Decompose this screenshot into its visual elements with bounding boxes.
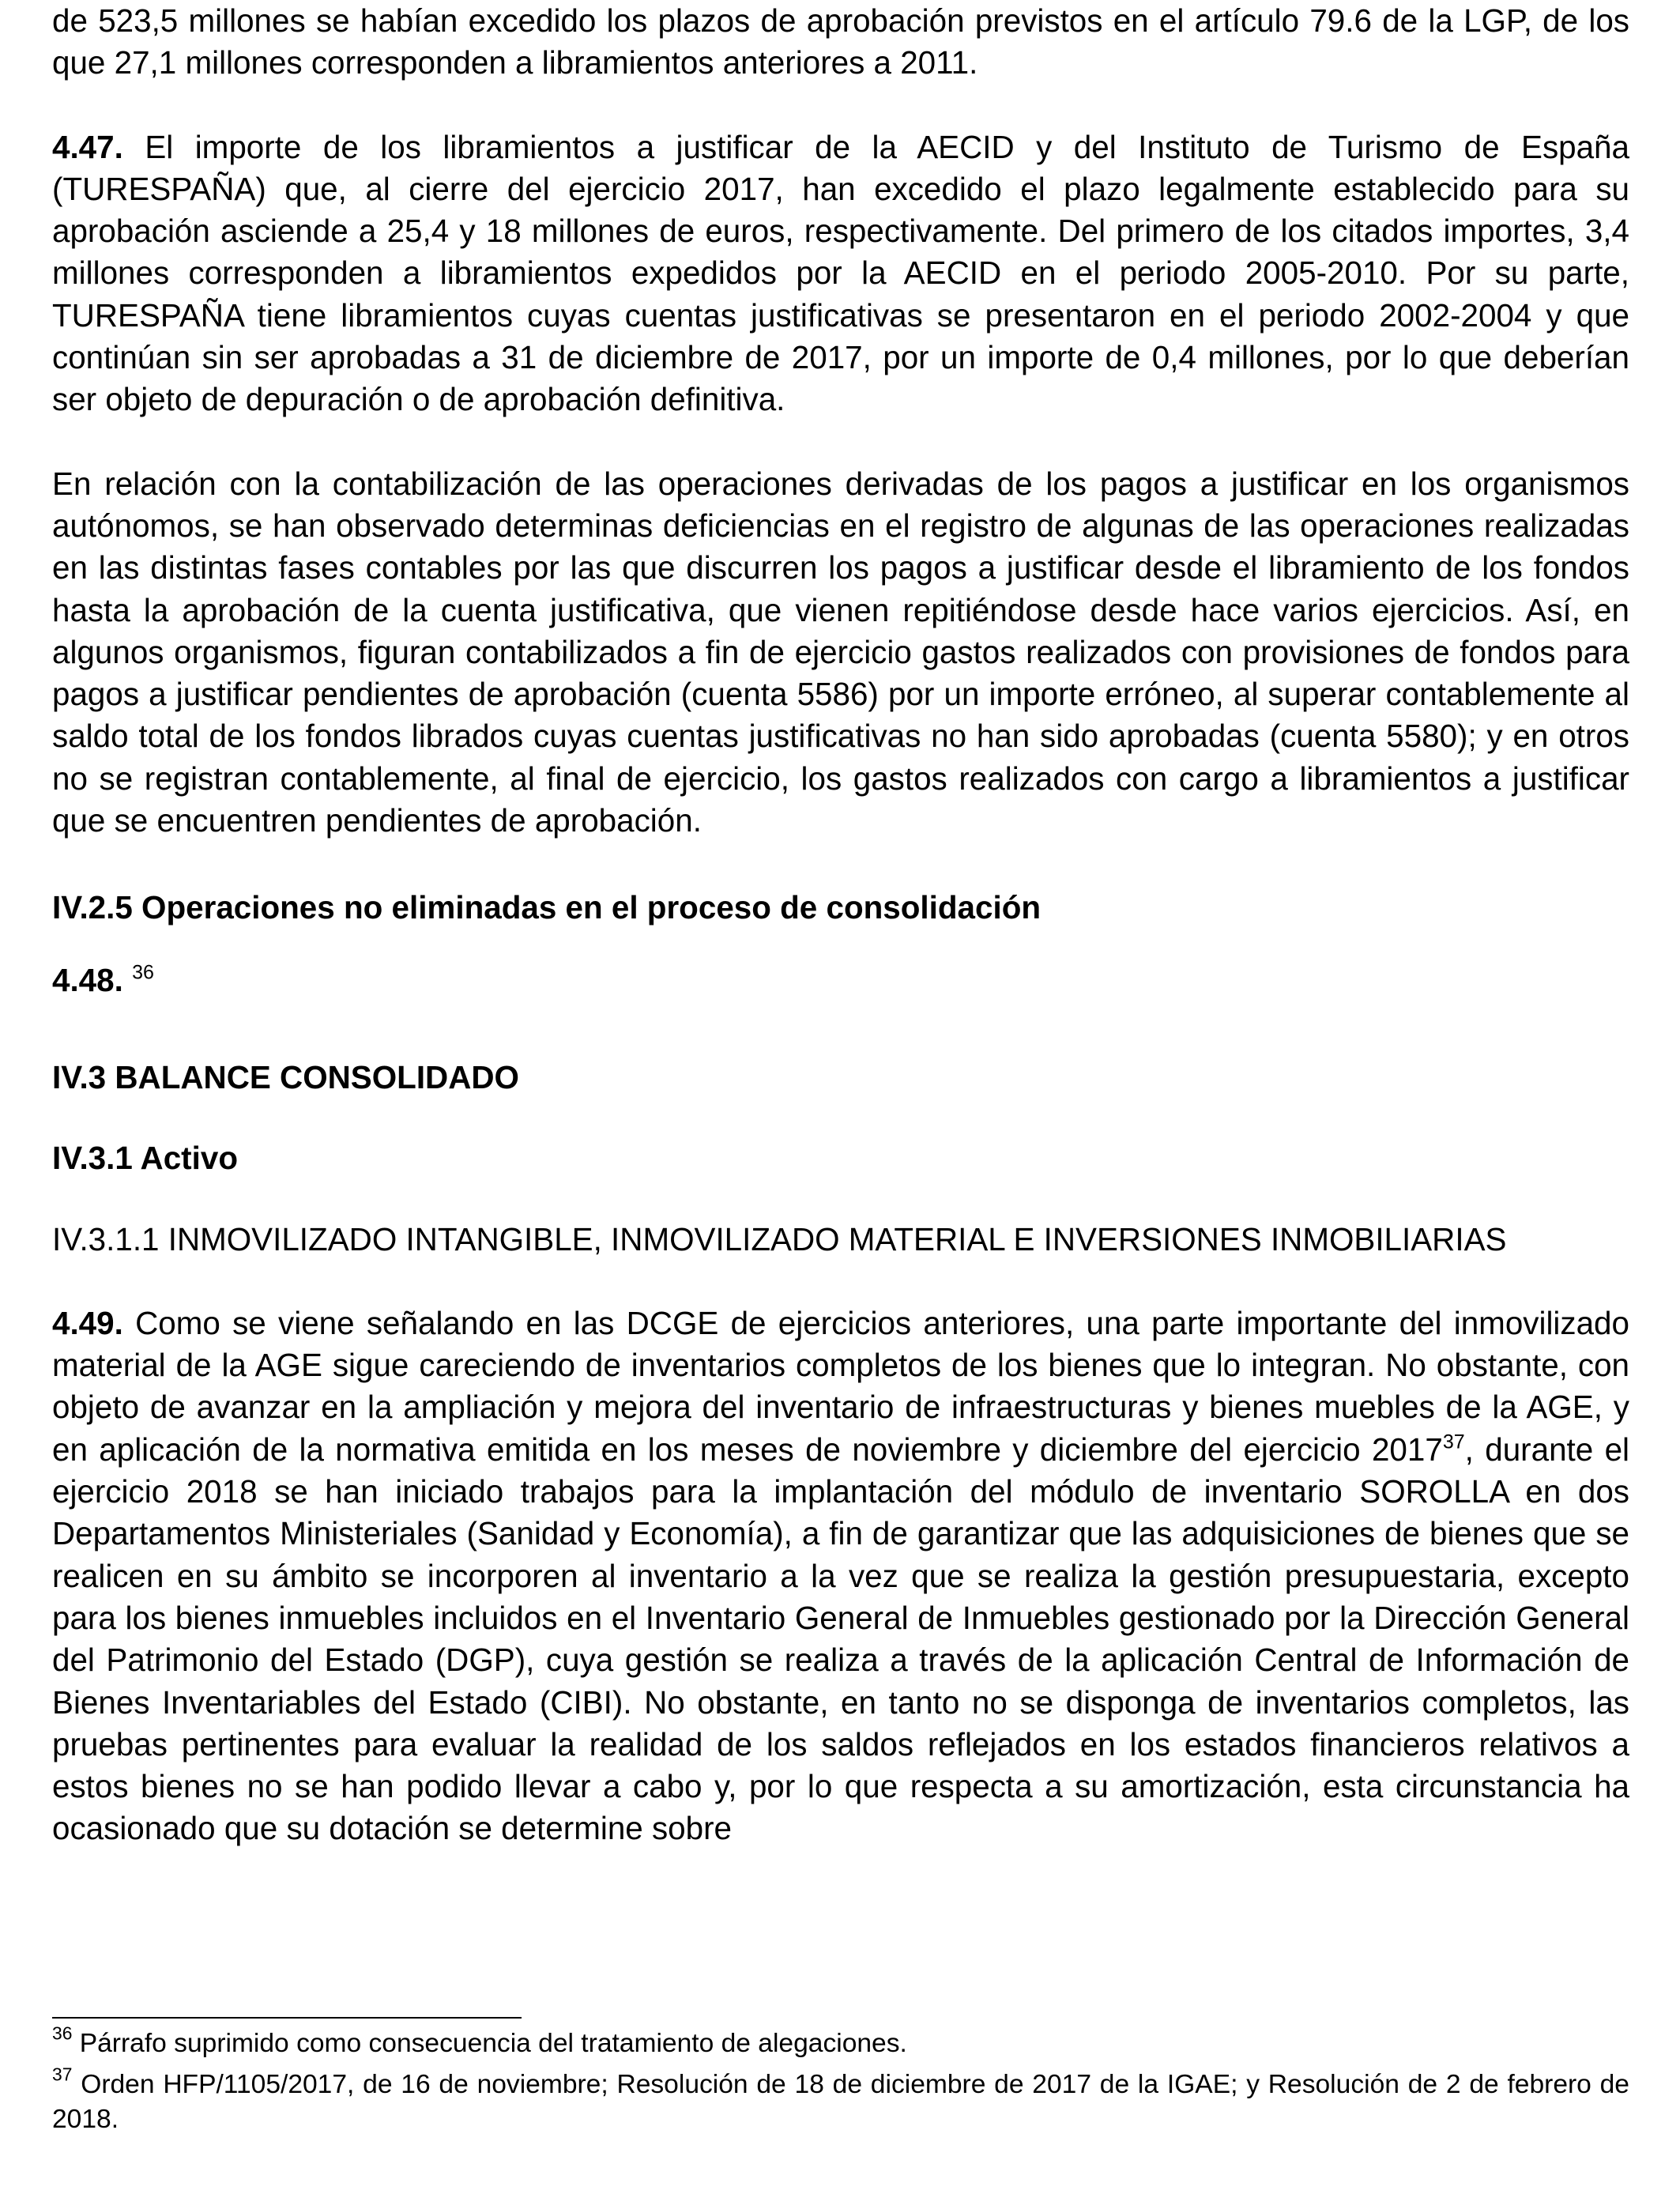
section-heading-iv-3-1-1: IV.3.1.1 INMOVILIZADO INTANGIBLE, INMOVILIZADO MATERIAL E INVERSIONES INMOBILIARIAS — [52, 1220, 1507, 1257]
section-heading-iv-2-5: IV.2.5 Operaciones no eliminadas en el proceso de consolidación — [52, 889, 1042, 926]
section-heading-iv-3-1: IV.3.1 Activo — [52, 1140, 238, 1177]
footnote-reference: 37 — [1442, 1431, 1465, 1453]
paragraph-text: En relación con la contabilización de las operaciones derivadas de los pagos a justificar en los organismos autónomos, se han observado determinas deficiencias en el registro de algunas de las operaciones realizadas en las distintas fases contables por las que discurren los pagos a justificar desde el libramiento de los fondos hasta la aprobación de la cuenta justificativa, que vienen repitiéndose desde hace varios ejercicios. Así, en algunos organismos, figuran contabilizados a fin de ejercicio gastos realizados con provisiones de fondos para pagos a justificar pendientes de aprobación (cuenta 5586) por un importe erróneo, al superar contablemente al saldo total de los fondos librados cuyas cuentas justificativas no han sido aprobadas (cuenta 5580); y en otros no se registran contablemente, al final de ejercicio, los gastos realizados con cargo a libramientos a justificar que se encuentren pendientes de aprobación. — [52, 465, 1629, 839]
footnote-37 — [52, 2064, 1629, 2137]
footnote-text: Orden HFP/1105/2017, de 16 de noviembre; Resolución de 18 de diciembre de 2017 de la IGAE; y Resolución de 2 de febrero de 2018. — [52, 2070, 1629, 2134]
footnote-reference: 36 — [132, 961, 154, 984]
paragraph-text: El importe de los libramientos a justificar de la AECID y del Instituto de Turismo de España (TURESPAÑA) que, al cierre del ejercicio 2017, han excedido el plazo legalmente establecido para su aprobación asciende a 25,4 y 18 millones de euros, respectivamente. Del primero de los citados importes, 3,4 millones corresponden a libramientos expedidos por la AECID en el periodo 2005-2010. Por su parte, TURESPAÑA tiene libramientos cuyas cuentas justificativas se presentaron en el periodo 2002-2004 y que continúan sin ser aprobadas a 31 de diciembre de 2017, por un importe de 0,4 millones, por lo que deberían ser objeto de depuración o de aprobación definitiva. — [52, 128, 1629, 418]
section-heading-iv-3: IV.3 BALANCE CONSOLIDADO — [52, 1058, 519, 1095]
footnote-number: 36 — [52, 2022, 73, 2044]
paragraph-number: 4.48. — [52, 961, 123, 998]
paragraph-4-47 — [52, 126, 1629, 421]
footnote-36 — [52, 2022, 1629, 2061]
paragraph-relacion — [52, 463, 1629, 843]
paragraph-text: Como se viene señalando en las DCGE de ejercicios anteriores, una parte importante del inmovilizado material de la AGE sigue careciendo de inventarios completos de los bienes que lo integran. No obstante, con objeto de avanzar en la ampliación y mejora del inventario de infraestructuras y bienes muebles de la AGE, y en aplicación de la normativa emitida en los meses de noviembre y diciembre del ejercicio 2017 — [52, 1304, 1629, 1468]
footnote-separator — [52, 2017, 522, 2019]
paragraph-continuation — [52, 0, 1629, 85]
paragraph-text: , durante el ejercicio 2018 se han iniciado trabajos para la implantación del módulo de inventario SOROLLA en dos Departamentos Ministeriales (Sanidad y Economía), a fin de garantizar que las adquisiciones de bienes que se realicen en su ámbito se incorporen al inventario a la vez que se realiza la gestión presupuestaria, excepto para los bienes inmuebles incluidos en el Inventario General de Inmuebles gestionado por la Dirección General del Patrimonio del Estado (DGP), cuya gestión se realiza a través de la aplicación Central de Información de Bienes Inventariables del Estado (CIBI). No obstante, en tanto no se disponga de inventarios completos, las pruebas pertinentes para evaluar la realidad de los saldos reflejados en los estados financieros relativos a estos bienes no se han podido llevar a cabo y, por lo que respecta a su amortización, esta circunstancia ha ocasionado que su dotación se determine sobre — [52, 1431, 1630, 1847]
paragraph-number: 4.49. — [52, 1304, 123, 1341]
paragraph-4-49 — [52, 1302, 1629, 1850]
document-page — [52, 0, 1629, 1850]
paragraph-4-48 — [52, 959, 1629, 1001]
paragraph-text: de 523,5 millones se habían excedido los plazos de aprobación previstos en el artículo 79.6 de la LGP, de los que 27,1 millones corresponden a libramientos anteriores a 2011. — [52, 2, 1629, 81]
footnote-number: 37 — [52, 2064, 73, 2085]
footnote-text: Párrafo suprimido como consecuencia del tratamiento de alegaciones. — [72, 2029, 907, 2058]
footnotes — [52, 2022, 1629, 2137]
paragraph-number: 4.47. — [52, 128, 123, 165]
